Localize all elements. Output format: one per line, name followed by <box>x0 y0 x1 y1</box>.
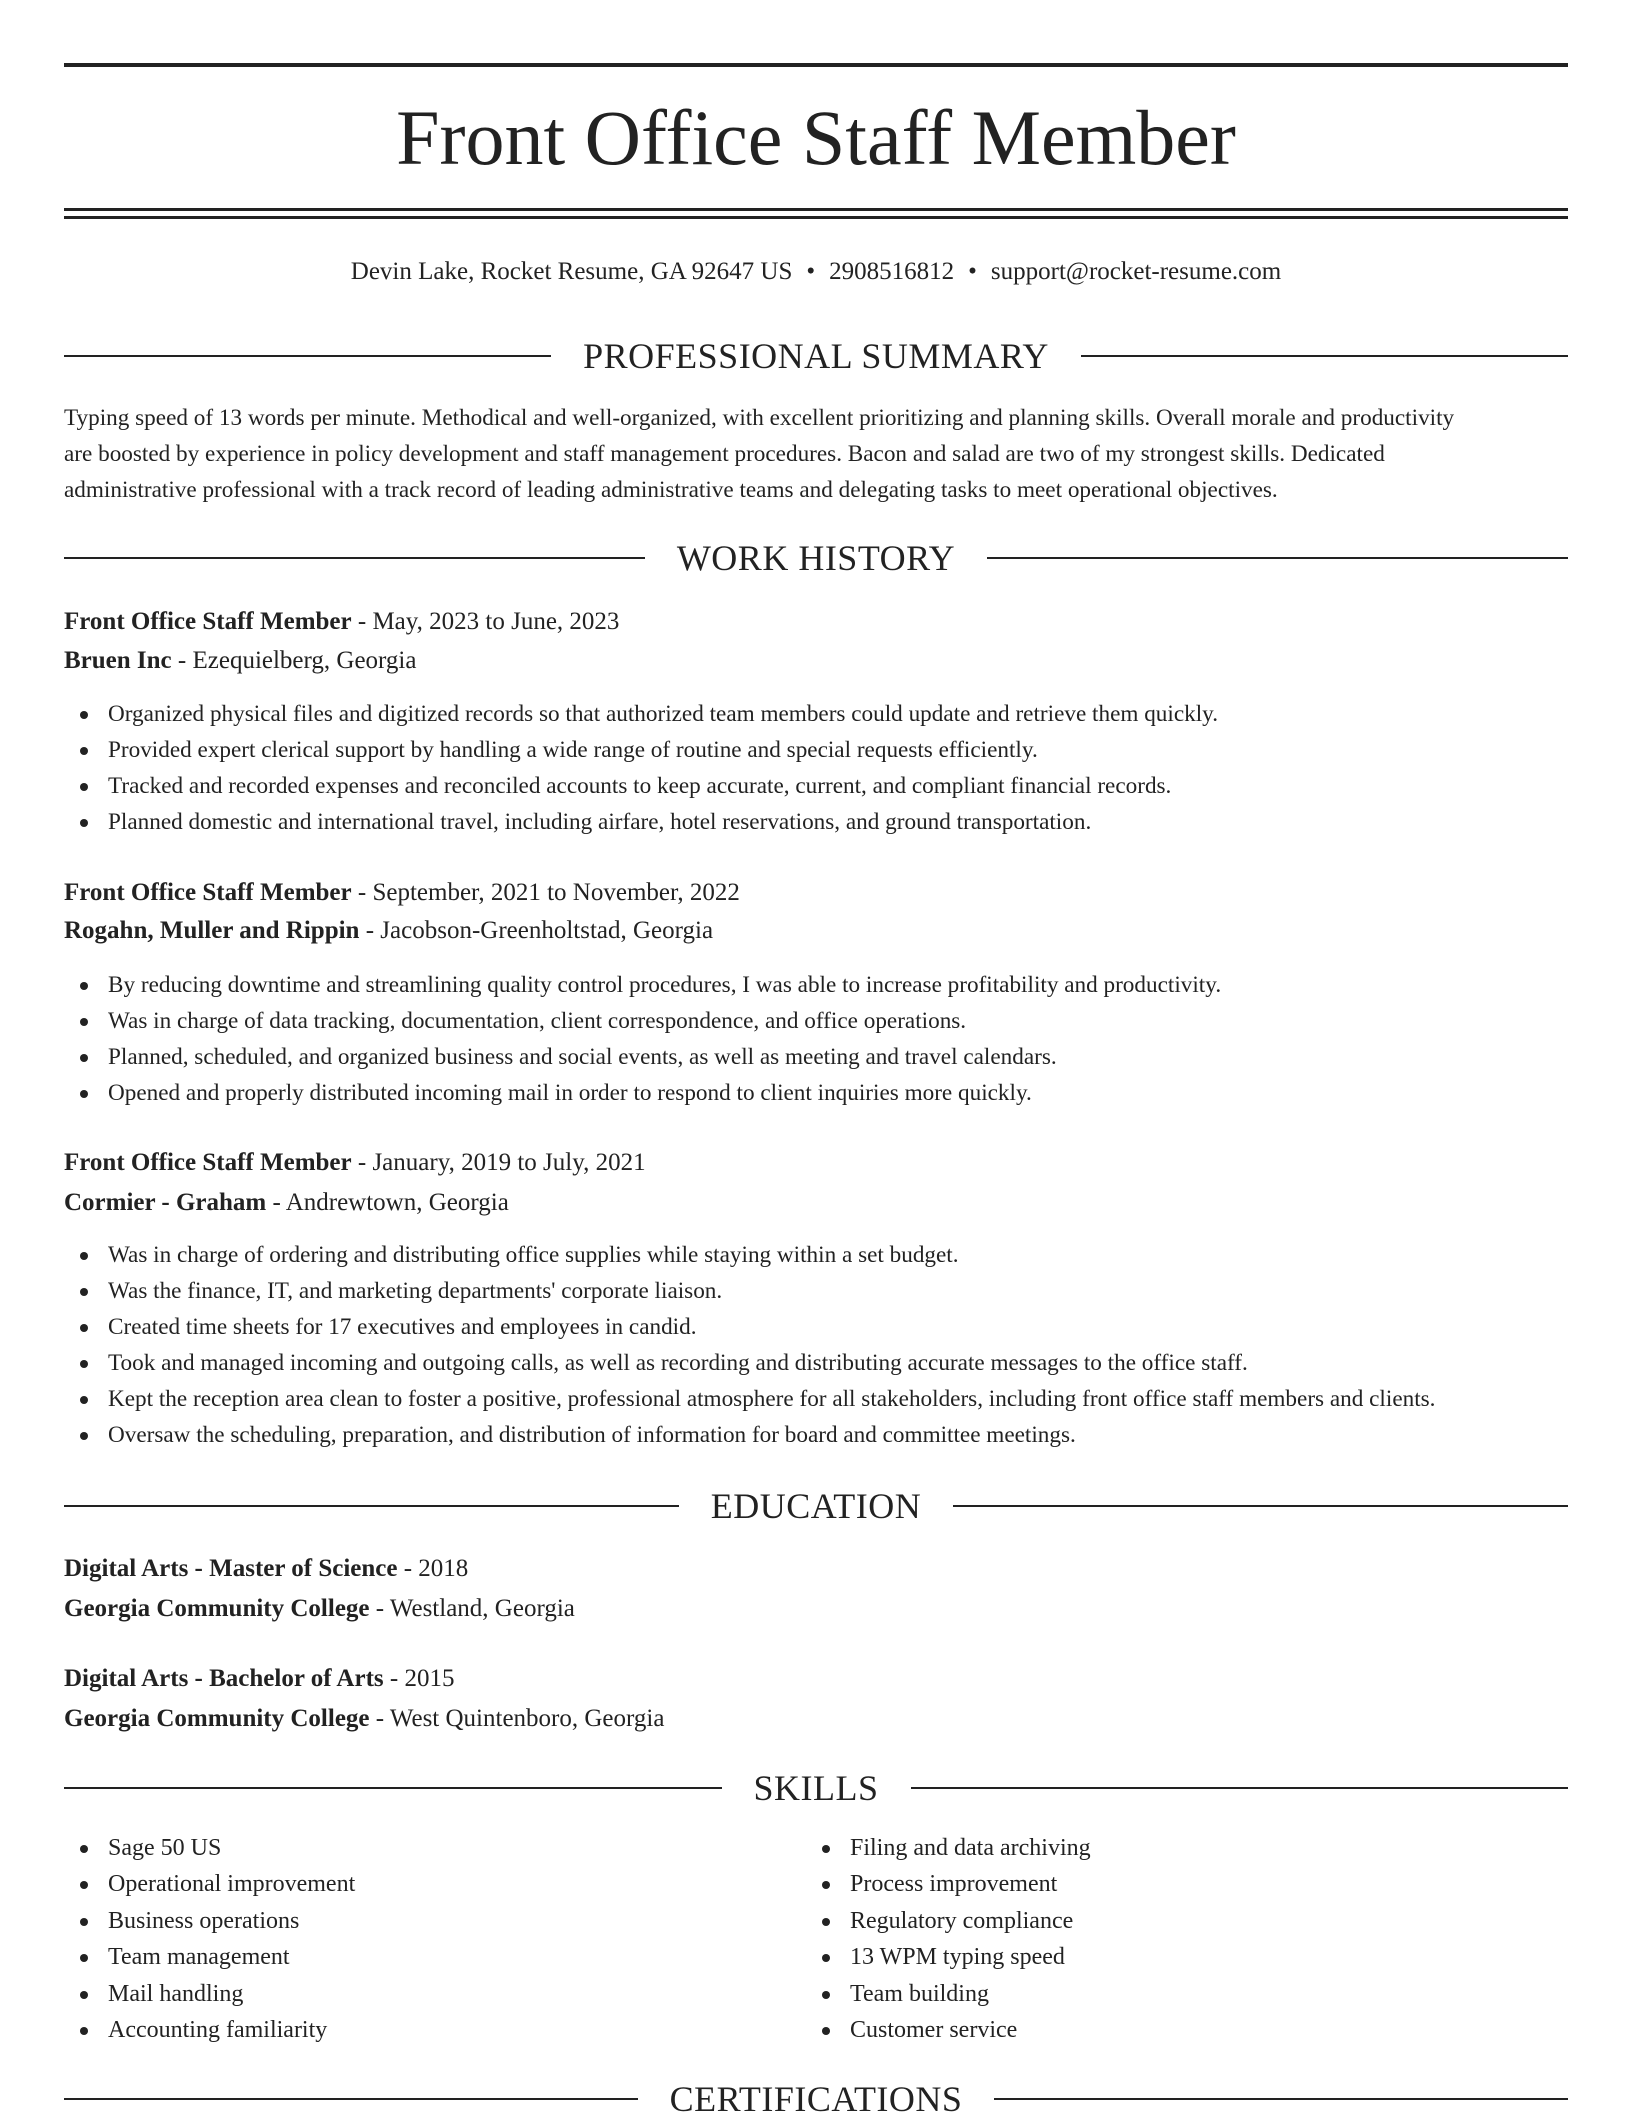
list-item: Tracked and recorded expenses and reconciled accounts to keep accurate, current, and compliant financial records. <box>64 768 1568 804</box>
job-dates: - January, 2019 to July, 2021 <box>351 1149 646 1176</box>
job-bullets <box>64 696 1568 840</box>
contact-line <box>64 254 1568 290</box>
list-item: Accounting familiarity <box>64 2012 764 2048</box>
list-item: By reducing downtime and streamlining quality control procedures, I was able to increase profitability and productivity. <box>64 967 1568 1003</box>
job-company-line <box>64 643 1568 679</box>
heading-rule <box>64 1787 722 1789</box>
job-dates: - May, 2023 to June, 2023 <box>351 608 620 635</box>
heading-rule <box>911 1787 1569 1789</box>
skills-list-left <box>64 1830 764 2048</box>
title-rule-lower <box>64 216 1568 219</box>
list-item: Planned domestic and international travel, including airfare, hotel reservations, and ground transportation. <box>64 804 1568 840</box>
job-title: Front Office Staff Member <box>64 608 352 635</box>
job-location: - Andrewtown, Georgia <box>266 1189 509 1216</box>
list-item: Organized physical files and digitized records so that authorized team members could update and retrieve them quickly. <box>64 696 1568 732</box>
list-item: Operational improvement <box>64 1866 764 1902</box>
heading-rule <box>64 1505 679 1507</box>
list-item: Regulatory compliance <box>806 1903 1506 1939</box>
job-company: Rogahn, Muller and Rippin <box>64 917 360 944</box>
list-item: Process improvement <box>806 1866 1506 1902</box>
heading-rule <box>1081 355 1568 357</box>
contact-address: Devin Lake, Rocket Resume, GA 92647 US <box>350 258 793 285</box>
education-location: - West Quintenboro, Georgia <box>369 1705 665 1732</box>
list-item: Business operations <box>64 1903 764 1939</box>
heading-rule <box>64 2098 638 2100</box>
list-item: Mail handling <box>64 1976 764 2012</box>
list-item: Planned, scheduled, and organized business and social events, as well as meeting and travel calendars. <box>64 1039 1568 1075</box>
list-item: Kept the reception area clean to foster a positive, professional atmosphere for all stakeholders, including front office staff members and clients. <box>64 1381 1568 1417</box>
education-school: Georgia Community College <box>64 1595 370 1622</box>
heading-rule <box>64 557 645 559</box>
education-school: Georgia Community College <box>64 1705 370 1732</box>
job-title-line <box>64 604 1568 640</box>
section-title: WORK HISTORY <box>676 538 956 578</box>
top-rule <box>64 63 1568 67</box>
job-location: - Ezequielberg, Georgia <box>171 647 417 674</box>
section-heading-work-history <box>64 536 1568 580</box>
contact-separator: • <box>968 258 977 285</box>
job-bullets <box>64 967 1568 1111</box>
education-location: - Westland, Georgia <box>369 1595 575 1622</box>
list-item: Sage 50 US <box>64 1830 764 1866</box>
job-company-line <box>64 1185 1568 1221</box>
page-title: Front Office Staff Member <box>396 94 1236 181</box>
job-title: Front Office Staff Member <box>64 879 352 906</box>
education-degree-line <box>64 1551 1568 1587</box>
list-item: Was in charge of ordering and distributing office supplies while staying within a set budget. <box>64 1237 1568 1273</box>
education-year: - 2018 <box>397 1555 469 1582</box>
heading-rule <box>994 2098 1568 2100</box>
job-company: Cormier - Graham <box>64 1189 267 1216</box>
list-item: Team building <box>806 1976 1506 2012</box>
summary-line: Typing speed of 13 words per minute. Methodical and well-organized, with excellent prioritizing and planning skills. Overall morale and productivity <box>64 405 1455 431</box>
list-item: Customer service <box>806 2012 1506 2048</box>
list-item: Opened and properly distributed incoming mail in order to respond to client inquiries more quickly. <box>64 1075 1568 1111</box>
summary-text <box>64 400 1568 508</box>
contact-email: support@rocket-resume.com <box>990 258 1282 285</box>
section-title: PROFESSIONAL SUMMARY <box>583 336 1049 376</box>
section-title: SKILLS <box>753 1768 879 1808</box>
list-item: Was in charge of data tracking, documentation, client correspondence, and office operations. <box>64 1003 1568 1039</box>
education-degree: Digital Arts - Bachelor of Arts <box>64 1665 384 1692</box>
heading-rule <box>987 557 1568 559</box>
education-degree: Digital Arts - Master of Science <box>64 1555 398 1582</box>
job-company: Bruen Inc <box>64 647 172 674</box>
list-item: 13 WPM typing speed <box>806 1939 1506 1975</box>
heading-rule <box>64 355 551 357</box>
education-school-line <box>64 1591 1568 1627</box>
summary-line: administrative professional with a track record of leading administrative teams and delegating tasks to meet operational objectives. <box>64 477 1278 503</box>
education-year: - 2015 <box>383 1665 455 1692</box>
section-title: CERTIFICATIONS <box>669 2079 963 2119</box>
list-item: Took and managed incoming and outgoing calls, as well as recording and distributing accurate messages to the office staff. <box>64 1345 1568 1381</box>
section-heading-certifications <box>64 2077 1568 2121</box>
section-heading-education <box>64 1484 1568 1528</box>
job-company-line <box>64 913 1568 949</box>
section-heading-skills <box>64 1766 1568 1810</box>
section-heading-summary <box>64 334 1568 378</box>
list-item: Oversaw the scheduling, preparation, and distribution of information for board and committee meetings. <box>64 1417 1568 1453</box>
job-title: Front Office Staff Member <box>64 1149 352 1176</box>
list-item: Filing and data archiving <box>806 1830 1506 1866</box>
contact-phone: 2908516812 <box>829 258 955 285</box>
contact-separator: • <box>806 258 816 285</box>
list-item: Was the finance, IT, and marketing departments' corporate liaison. <box>64 1273 1568 1309</box>
list-item: Provided expert clerical support by handling a wide range of routine and special requests efficiently. <box>64 732 1568 768</box>
section-title: EDUCATION <box>710 1486 922 1526</box>
job-title-line <box>64 1145 1568 1181</box>
title-rule-upper <box>64 208 1568 211</box>
heading-rule <box>953 1505 1568 1507</box>
job-bullets <box>64 1237 1568 1453</box>
job-location: - Jacobson-Greenholtstad, Georgia <box>359 917 714 944</box>
job-title-line <box>64 875 1568 911</box>
education-degree-line <box>64 1661 1568 1697</box>
education-school-line <box>64 1701 1568 1737</box>
job-dates: - September, 2021 to November, 2022 <box>351 879 740 906</box>
summary-line: are boosted by experience in policy development and staff management procedures. Bacon and salad are two of my strongest skills. Dedicated <box>64 441 1385 467</box>
list-item: Created time sheets for 17 executives and employees in candid. <box>64 1309 1568 1345</box>
list-item: Team management <box>64 1939 764 1975</box>
skills-list-right <box>806 1830 1506 2048</box>
